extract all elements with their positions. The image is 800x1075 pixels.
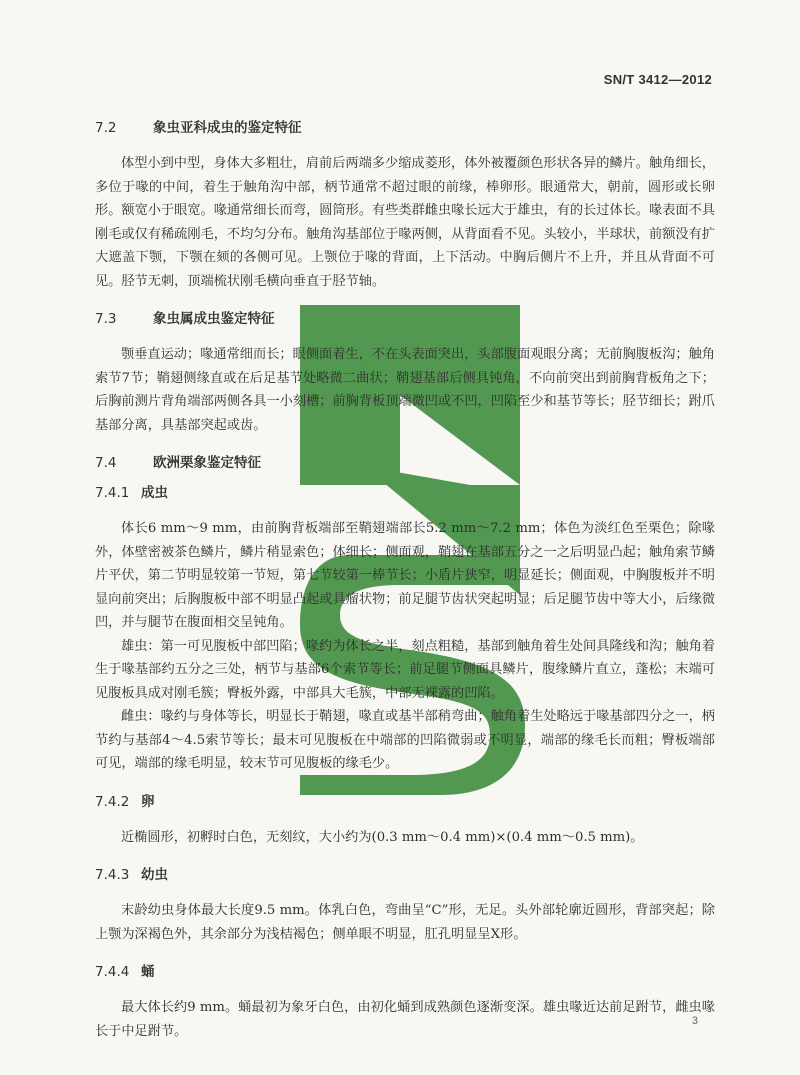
section-title: 欧洲栗象鉴定特征 [153, 455, 261, 471]
page-number: 3 [691, 1015, 698, 1027]
section-7-4-4-body: 最大体长约9 mm。蛹最初为象牙白色，由初化蛹到成熟颜色逐渐变深。雄虫喙近达前足跗节，雌虫喙长于中足跗节。 [95, 1000, 715, 1039]
section-number: 7.4.3 [95, 867, 130, 883]
section-number: 7.4 [95, 455, 117, 471]
section-title: 蛹 [141, 964, 155, 980]
standard-code: SN/T 3412—2012 [603, 72, 712, 87]
section-7-4-heading [95, 453, 715, 473]
section-7-4-1-paragraph-1: 体长6 mm～9 mm，由前胸背板端部至鞘翅端部长5.2 mm～7.2 mm；体色为淡红色至栗色；除喙外，体壁密被茶色鳞片，鳞片稍显索色；体细长；侧面观，鞘翅在基部五分之一之后明显凸起；触角索节鳞片平伏，第二节明显较第一节短，第七节较第一棒节长；小盾片狭窄，明显延长；侧面观，中胸腹板并不明显向前突出；后胸腹板中部不明显凸起或具瘤状物；前足腿节齿状突起明显；后足腿节齿中等大小，后缘微凹，并与腿节在腹面相交呈钝角。 [95, 521, 715, 630]
section-7-4-2-body: 近椭圆形，初孵时白色，无刻纹，大小约为(0.3 mm～0.4 mm)×(0.4 mm～0.5 mm)。 [121, 829, 644, 845]
section-number: 7.4.4 [95, 964, 130, 980]
section-7-3-body: 颚垂直运动；喙通常细而长；眼侧面着生，不在头表面突出，头部腹面观眼分离；无前胸腹板沟；触角索节7节；鞘翅侧缘直或在后足基节处略微二曲状；鞘翅基部后侧具钝角，不向前突出到前胸背板角之下；后胸前测片背角端部两侧各具一小刻槽；前胸背板顶端微凹或不凹，凹陷至少和基节等长；胫节细长；跗爪基部分离，具基部突起或齿。 [95, 347, 715, 433]
section-7-3-heading [95, 309, 715, 329]
section-title: 象虫亚科成虫的鉴定特征 [153, 120, 302, 136]
section-number: 7.3 [95, 311, 117, 327]
section-7-4-1-paragraph-3: 雌虫：喙约与身体等长，明显长于鞘翅，喙直或基半部稍弯曲；触角着生处略远于喙基部四分之一，柄节约与基部4～4.5索节等长；最末可见腹板在中端部的凹陷微弱或不明显，端部的缘毛长而粗；臀板端部可见，端部的缘毛明显，较末节可见腹板的缘毛少。 [95, 709, 715, 771]
section-7-4-1-paragraph-2: 雄虫：第一可见腹板中部凹陷；喙约为体长之半，刻点粗糙，基部到触角着生处间具隆线和沟；触角着生于喙基部约五分之三处，柄节与基部6个索节等长；前足腿节侧面具鳞片，腹缘鳞片直立，蓬松；末端可见腹板具成对刚毛簇；臀板外露，中部具大毛簇，中部无裸露的凹陷。 [95, 638, 715, 701]
section-title: 幼虫 [141, 867, 168, 883]
section-number: 7.2 [95, 120, 117, 136]
section-7-2-body: 体型小到中型，身体大多粗壮，肩前后两端多少缩成菱形，体外被覆颜色形状各异的鳞片。触角细长，多位于喙的中间，着生于触角沟中部，柄节通常不超过眼的前缘，棒卵形。眼通常大，朝前，圆形或长卵形。额宽小于眼宽。喙通常细长而弯，圆筒形。有些类群雌虫喙长远大于雄虫，有的长过体长。喙表面不具刚毛或仅有稀疏刚毛，不均匀分布。触角沟基部位于喙两侧，从背面看不见。头较小，半球状，前额没有扩大遮盖下颚，下颚在颏的各侧可见。上颚位于喙的背面，上下活动。中胸后侧片不上升，并且从背面不可见。胫节无刺，顶端梳状刚毛横向垂直于胫节轴。 [95, 156, 715, 289]
section-7-4-4-heading [95, 962, 715, 982]
section-7-4-3-heading [95, 865, 715, 885]
section-title: 成虫 [141, 485, 168, 501]
section-number: 7.4.2 [95, 793, 130, 810]
section-7-2-heading [95, 118, 715, 138]
section-7-4-1-heading [95, 483, 715, 503]
main-content [95, 118, 715, 1043]
section-7-4-3-body: 末龄幼虫身体最大长度9.5 mm。体乳白色，弯曲呈“C”形，无足。头外部轮廓近圆形，背部突起；除上颚为深褐色外，其余部分为浅桔褐色；侧单眼不明显，肛孔明显呈X形。 [95, 903, 715, 942]
section-title: 卵 [141, 793, 155, 810]
section-7-4-2-heading [95, 792, 715, 812]
section-number: 7.4.1 [95, 485, 130, 501]
section-title: 象虫属成虫鉴定特征 [153, 311, 275, 327]
